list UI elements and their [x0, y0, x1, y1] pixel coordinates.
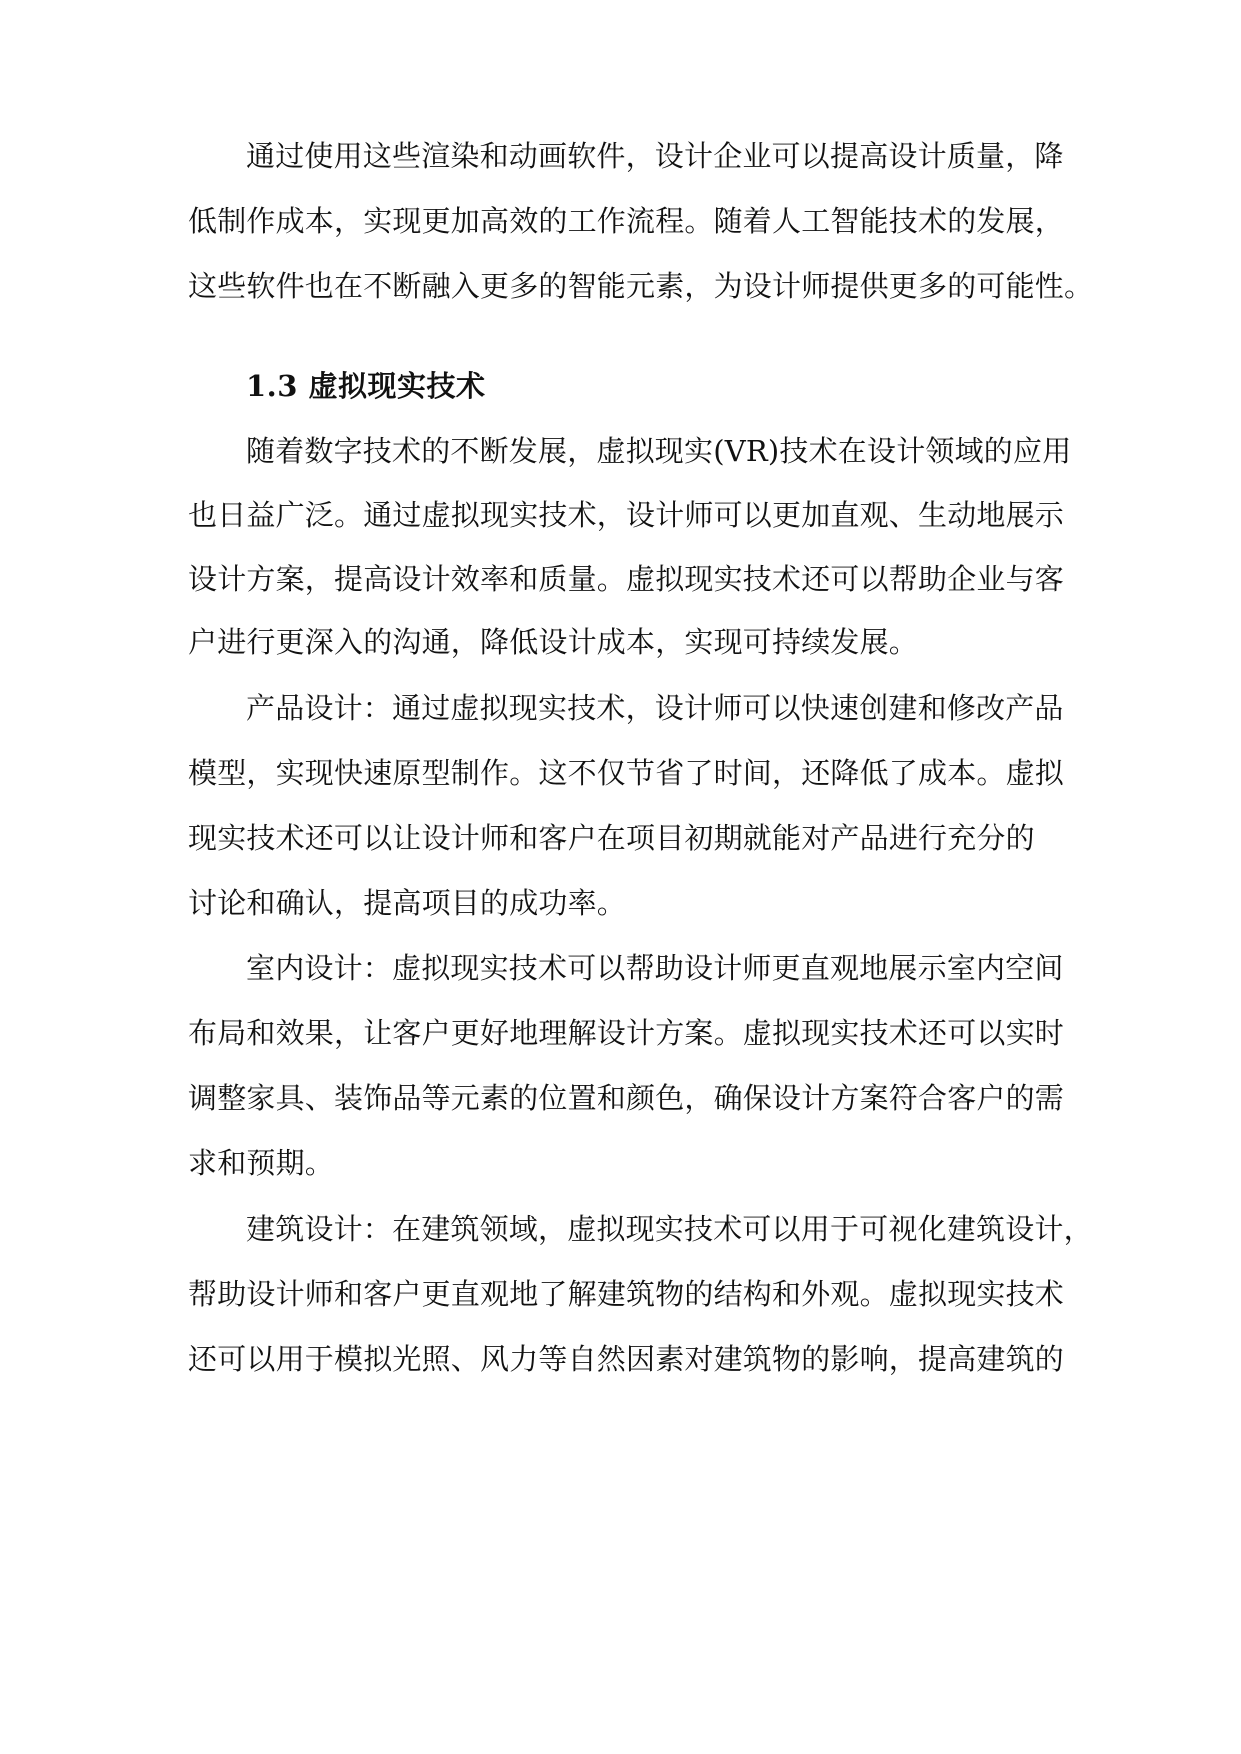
paragraph-3-line-4: 讨论和确认，提高项目的成功率。 — [188, 886, 627, 920]
paragraph-5-line-2: 帮助设计师和客户更直观地了解建筑物的结构和外观。虚拟现实技术 — [188, 1277, 1065, 1311]
paragraph-3-line-1: 产品设计：通过虚拟现实技术，设计师可以快速创建和修改产品 — [246, 691, 1064, 725]
paragraph-2-line-2: 也日益广泛。通过虚拟现实技术，设计师可以更加直观、生动地展示 — [188, 498, 1065, 532]
section-heading: 1.3 虚拟现实技术 — [246, 369, 486, 403]
paragraph-5-line-1: 建筑设计：在建筑领域，虚拟现实技术可以用于可视化建筑设计， — [246, 1212, 1093, 1246]
paragraph-4-line-3: 调整家具、装饰品等元素的位置和颜色，确保设计方案符合客户的需 — [188, 1081, 1065, 1115]
paragraph-1-line-2: 低制作成本，实现更加高效的工作流程。随着人工智能技术的发展， — [188, 204, 1065, 238]
paragraph-3-line-2: 模型，实现快速原型制作。这不仅节省了时间，还降低了成本。虚拟 — [188, 756, 1065, 790]
paragraph-4-line-1: 室内设计：虚拟现实技术可以帮助设计师更直观地展示室内空间 — [246, 951, 1064, 985]
paragraph-4-line-4: 求和预期。 — [188, 1146, 335, 1180]
paragraph-2-line-1: 随着数字技术的不断发展，虚拟现实(VR)技术在设计领域的应用 — [246, 434, 1072, 468]
paragraph-3-line-3: 现实技术还可以让设计师和客户在项目初期就能对产品进行充分的 — [188, 821, 1035, 855]
paragraph-2-line-3: 设计方案，提高设计效率和质量。虚拟现实技术还可以帮助企业与客 — [188, 562, 1065, 596]
paragraph-2-line-4: 户进行更深入的沟通，降低设计成本，实现可持续发展。 — [188, 625, 919, 659]
paragraph-1-line-1: 通过使用这些渲染和动画软件，设计企业可以提高设计质量，降 — [246, 139, 1064, 173]
paragraph-5-line-3: 还可以用于模拟光照、风力等自然因素对建筑物的影响，提高建筑的 — [188, 1342, 1065, 1376]
paragraph-1-line-3: 这些软件也在不断融入更多的智能元素，为设计师提供更多的可能性。 — [188, 269, 1094, 303]
paragraph-4-line-2: 布局和效果，让客户更好地理解设计方案。虚拟现实技术还可以实时 — [188, 1016, 1065, 1050]
